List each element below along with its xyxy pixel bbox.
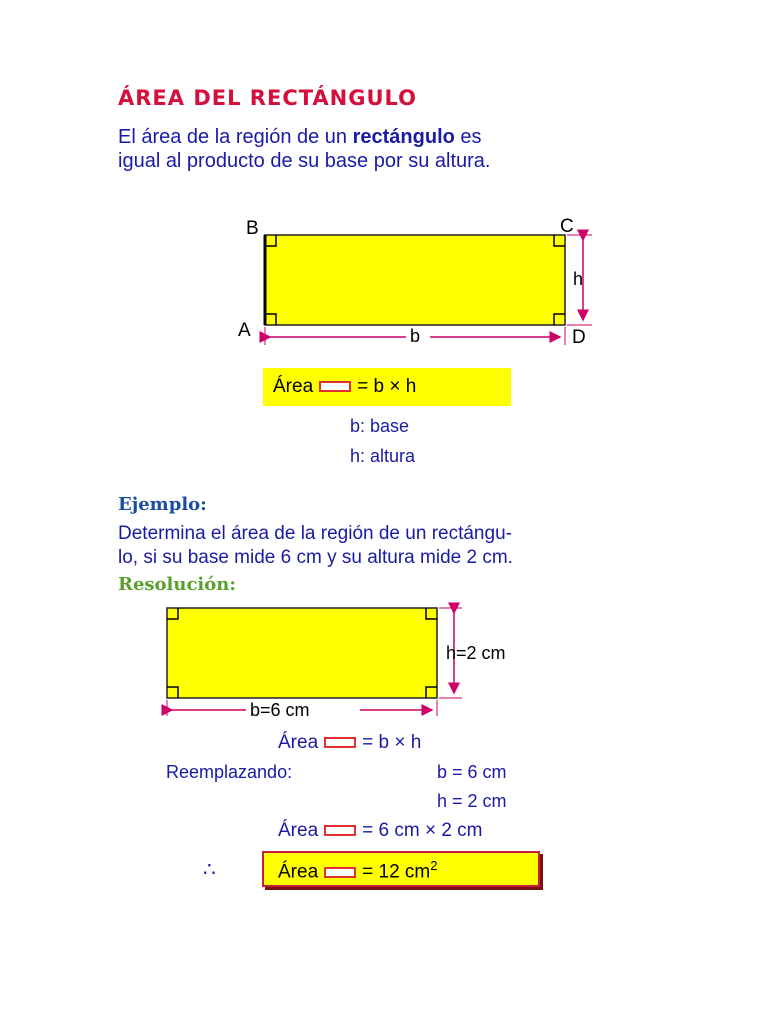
rectangle-shape	[265, 235, 565, 325]
resolution-heading: Resolución:	[118, 574, 237, 595]
example-heading: Ejemplo:	[118, 494, 207, 515]
step-formula-lhs: Área	[278, 732, 319, 753]
legend-base: b: base	[350, 416, 410, 436]
formula-rhs: = b × h	[357, 376, 417, 397]
substitution-rhs: = 6 cm × 2 cm	[362, 820, 483, 841]
example-line2: lo, si su base mide 6 cm y su altura mide 2 cm.	[118, 547, 513, 568]
result-rhs: = 12 cm	[362, 861, 431, 883]
step-formula	[278, 732, 421, 754]
b-value: b = 6 cm	[437, 762, 507, 782]
page-title: ÁREA DEL RECTÁNGULO	[118, 86, 418, 110]
rectangle-symbol-icon	[319, 381, 351, 392]
intro-keyword: rectángulo	[352, 126, 455, 148]
result-exponent: 2	[430, 858, 438, 873]
rectangle-symbol-icon	[324, 867, 356, 878]
example-line1: Determina el área de la región de un rectángu-	[118, 523, 512, 544]
intro-text-post: es	[454, 126, 482, 148]
vertex-a-label: A	[238, 320, 251, 341]
therefore-symbol: ∴	[203, 859, 216, 881]
result-lhs: Área	[278, 861, 319, 883]
example-rectangle-shape	[167, 608, 437, 698]
rectangle-diagram	[230, 210, 610, 360]
step-substitution	[278, 820, 483, 842]
intro-text-line2: igual al producto de su base por su altura.	[118, 150, 491, 172]
legend-height: h: altura	[350, 446, 416, 466]
rectangle-symbol-icon	[324, 825, 356, 836]
base-label: b	[410, 326, 421, 346]
intro-paragraph	[118, 125, 490, 173]
example-rectangle-diagram	[150, 600, 570, 725]
formula-box	[263, 368, 511, 406]
example-height-label: h=2 cm	[446, 643, 506, 663]
example-base-label: b=6 cm	[250, 700, 310, 720]
result-box	[262, 851, 540, 887]
vertex-c-label: C	[560, 216, 574, 237]
vertex-b-label: B	[246, 218, 259, 239]
formula-area-label: Área	[273, 376, 314, 397]
substitution-lhs: Área	[278, 820, 319, 841]
height-label: h	[573, 269, 584, 289]
h-value: h = 2 cm	[437, 791, 507, 811]
vertex-d-label: D	[572, 327, 586, 348]
intro-text-pre: El área de la región de un	[118, 126, 353, 148]
step-formula-rhs: = b × h	[362, 732, 422, 753]
rectangle-symbol-icon	[324, 737, 356, 748]
replace-label: Reemplazando:	[166, 762, 293, 782]
example-text	[118, 522, 513, 570]
